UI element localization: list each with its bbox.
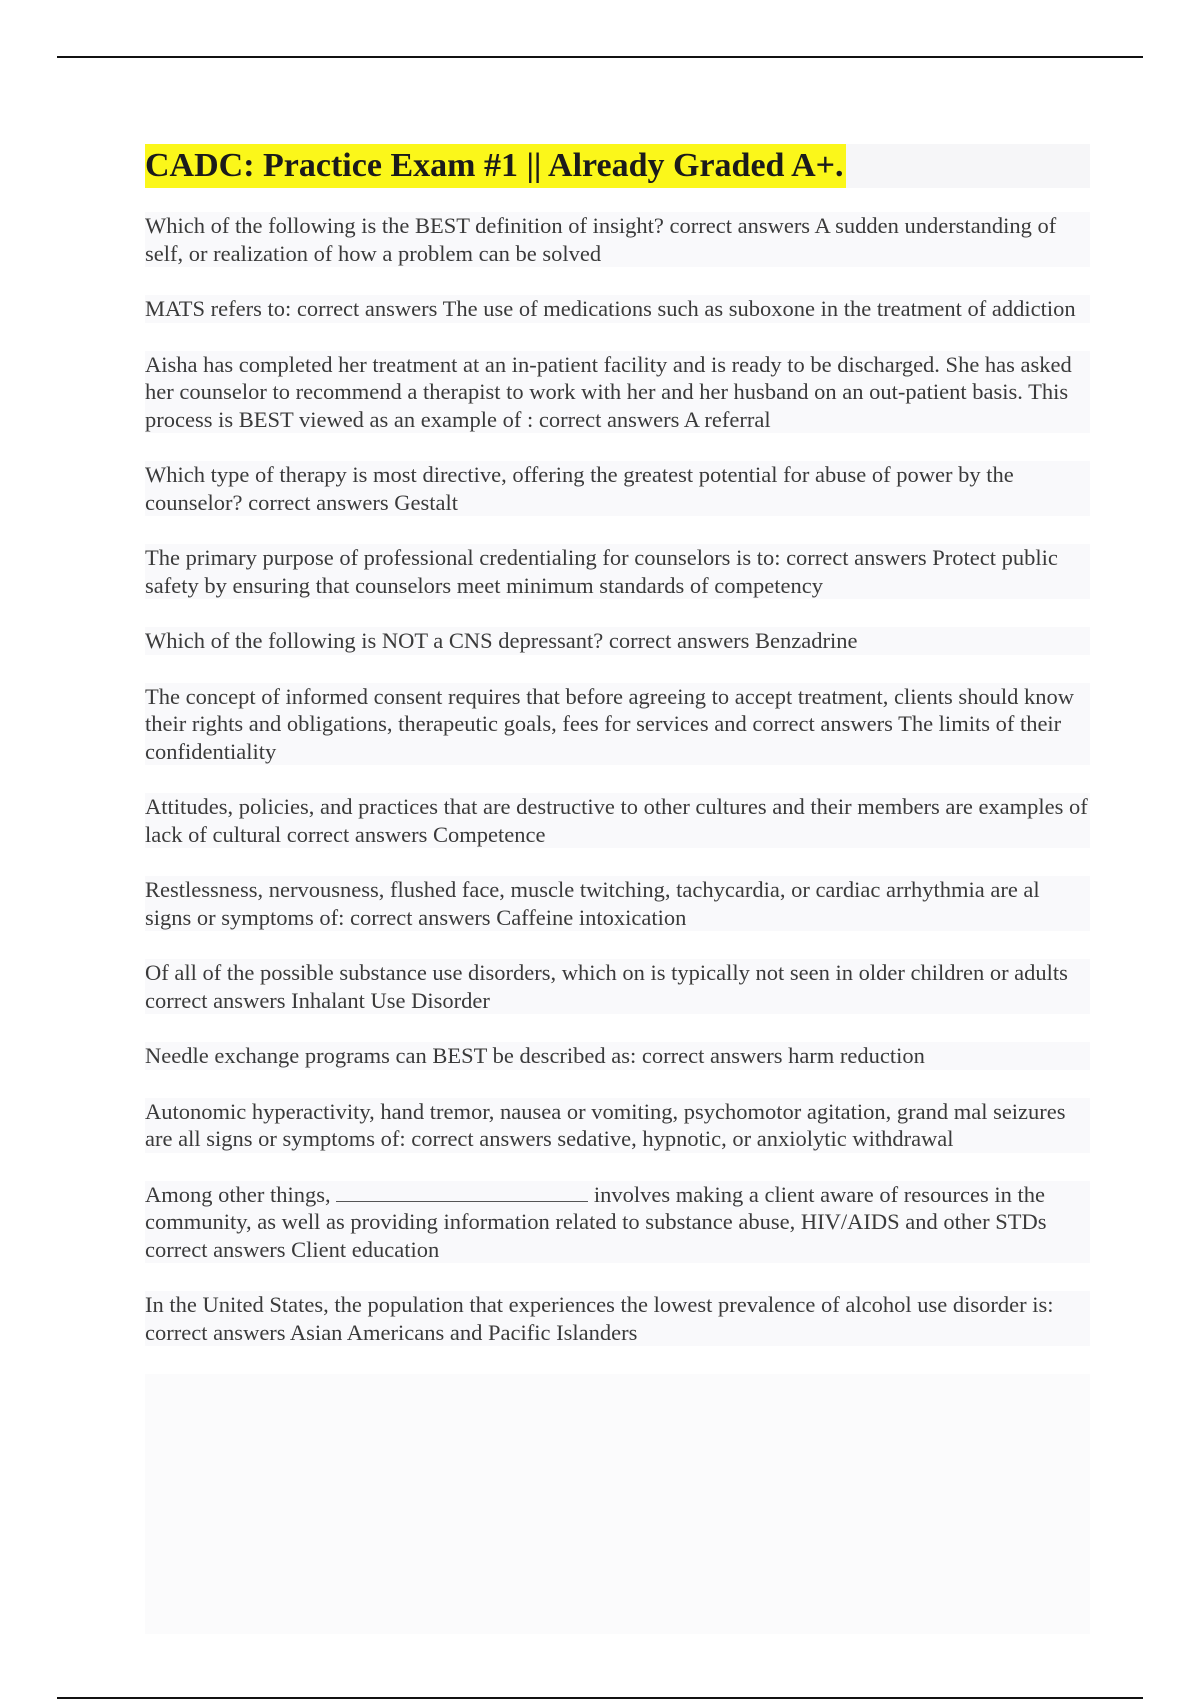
qa-item: MATS refers to: correct answers The use of medications such as suboxone in the treatment of addiction — [145, 295, 1090, 323]
qa-item: In the United States, the population that experiences the lowest prevalence of alcohol use disorder is: correct answers Asian Americans and Pacific Islanders — [145, 1291, 1090, 1346]
qa-item: Which type of therapy is most directive, offering the greatest potential for abuse of power by the counselor? correct answers Gestalt — [145, 461, 1090, 516]
qa-item: Needle exchange programs can BEST be described as: correct answers harm reduction — [145, 1042, 1090, 1070]
qa-item: Which of the following is NOT a CNS depressant? correct answers Benzadrine — [145, 627, 1090, 655]
title-block — [145, 144, 1090, 188]
qa-item: The primary purpose of professional credentialing for counselors is to: correct answers Protect public safety by ensuring that counselors meet minimum standards of competency — [145, 544, 1090, 599]
qa-item: Autonomic hyperactivity, hand tremor, nausea or vomiting, psychomotor agitation, grand mal seizures are all signs or symptoms of: correct answers sedative, hypnotic, or anxiolytic withdrawal — [145, 1098, 1090, 1153]
qa-item: Of all of the possible substance use disorders, which on is typically not seen in older children or adults correct answers Inhalant Use Disorder — [145, 959, 1090, 1014]
qa-item: Attitudes, policies, and practices that are destructive to other cultures and their members are examples of lack of cultural correct answers Competence — [145, 793, 1090, 848]
qa-item: Restlessness, nervousness, flushed face, muscle twitching, tachycardia, or cardiac arrhythmia are al signs or symptoms of: correct answers Caffeine intoxication — [145, 876, 1090, 931]
bottom-rule — [57, 1697, 1143, 1699]
blank-item-before: Among other things, — [145, 1181, 331, 1207]
top-rule — [57, 56, 1143, 58]
blank-item-after: involves making a client aware of resources in the community, as well as providing information related to substance abuse, HIV/AIDS and other STDs correct answers Client education — [145, 1181, 1047, 1262]
qa-item: Which of the following is the BEST definition of insight? correct answers A sudden understanding of self, or realization of how a problem can be solved — [145, 212, 1090, 267]
fill-in-blank — [336, 1183, 588, 1202]
qa-item: Aisha has completed her treatment at an in-patient facility and is ready to be discharged. She has asked her counselor to recommend a therapist to work with her and her husband on an out-patient basis. This process is BEST viewed as an example of : correct answers A referral — [145, 351, 1090, 434]
page-remainder — [145, 1374, 1090, 1634]
document-body — [145, 144, 1090, 1634]
qa-item-with-blank — [145, 1181, 1090, 1264]
qa-item: The concept of informed consent requires that before agreeing to accept treatment, clients should know their rights and obligations, therapeutic goals, fees for services and correct answers The limits of their confidentiality — [145, 683, 1090, 766]
document-title: CADC: Practice Exam #1 || Already Graded A+. — [145, 144, 846, 188]
